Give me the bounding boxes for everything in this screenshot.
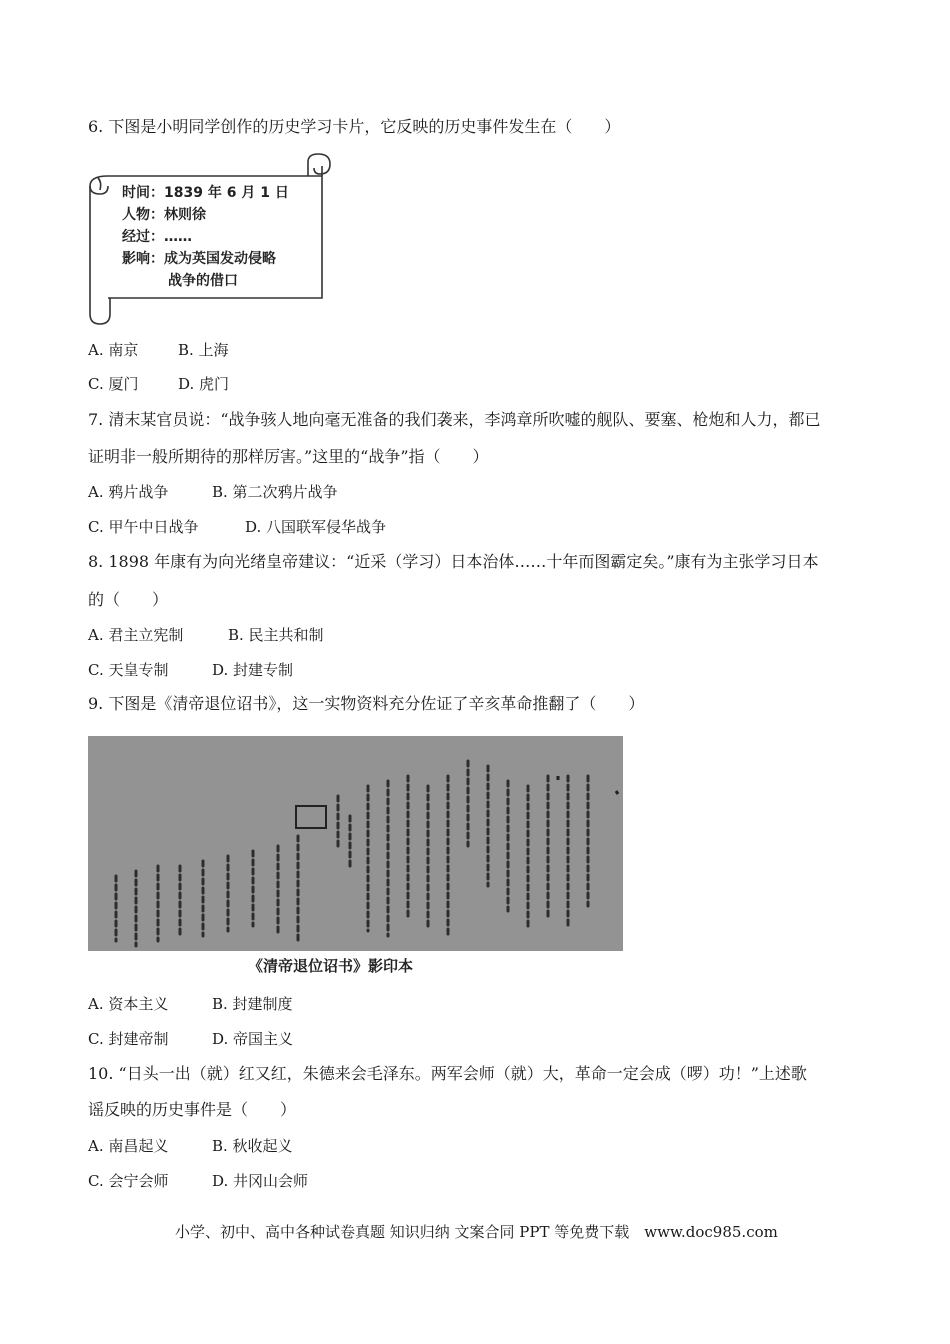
q6-option-c[interactable]: C. 厦门	[88, 375, 139, 393]
q10-option-b[interactable]: B. 秋收起义	[212, 1137, 293, 1155]
page-footer: 小学、初中、高中各种试卷真题 知识归纳 文案合同 PPT 等免费下载 www.doc985.com	[175, 1223, 778, 1241]
q10-stem-line1: 10. “日头一出（就）红又红，朱德来会毛泽东。两军会师（就）大，革命一定会成（啰）功！”上述歌	[88, 1064, 807, 1083]
q7-option-a[interactable]: A. 鸦片战争	[88, 483, 169, 501]
card-line-impact: 影响：成为英国发动侵略	[122, 251, 276, 267]
card-line-person: 人物：林则徐	[122, 207, 206, 223]
edict-caption: 《清帝退位诏书》影印本	[248, 957, 414, 975]
study-card-scroll	[86, 152, 332, 326]
q10-option-d[interactable]: D. 井冈山会师	[212, 1172, 309, 1190]
q8-option-a[interactable]: A. 君主立宪制	[88, 626, 184, 644]
q9-option-b[interactable]: B. 封建制度	[212, 995, 293, 1013]
q7-stem-line2: 证明非一般所期待的那样厉害。”这里的“战争”指（ ）	[88, 447, 489, 466]
q7-stem-line1: 7. 清末某官员说：“战争骇人地向毫无准备的我们袭来，李鸿章所吹嘘的舰队、要塞、枪炮和人力，都已	[88, 410, 821, 429]
q6-option-b[interactable]: B. 上海	[178, 341, 229, 359]
q6-option-d[interactable]: D. 虎门	[178, 375, 230, 393]
q10-stem-line2: 谣反映的历史事件是（ ）	[88, 1100, 297, 1119]
card-line-time: 时间：1839 年 6 月 1 日	[122, 185, 289, 201]
q6-stem: 6. 下图是小明同学创作的历史学习卡片，它反映的历史事件发生在（ ）	[88, 117, 621, 136]
q9-stem: 9. 下图是《清帝退位诏书》，这一实物资料充分佐证了辛亥革命推翻了（ ）	[88, 694, 645, 713]
q10-option-a[interactable]: A. 南昌起义	[88, 1137, 169, 1155]
card-line-impact-cont: 战争的借口	[168, 273, 238, 289]
q9-option-a[interactable]: A. 资本主义	[88, 995, 169, 1013]
q7-option-c[interactable]: C. 甲午中日战争	[88, 518, 199, 536]
q8-option-b[interactable]: B. 民主共和制	[228, 626, 324, 644]
edict-document-icon	[88, 736, 623, 951]
q8-stem-line2: 的（ ）	[88, 590, 169, 609]
q8-option-d[interactable]: D. 封建专制	[212, 661, 294, 679]
q9-option-d[interactable]: D. 帝国主义	[212, 1030, 294, 1048]
q10-option-c[interactable]: C. 会宁会师	[88, 1172, 169, 1190]
q7-option-b[interactable]: B. 第二次鸦片战争	[212, 483, 338, 501]
q7-option-d[interactable]: D. 八国联军侵华战争	[245, 518, 387, 536]
q8-stem-line1: 8. 1898 年康有为向光绪皇帝建议：“近采（学习）日本治体……十年而图霸定矣。”康有为主张学习日本	[88, 552, 819, 571]
abdication-edict-photo	[88, 736, 623, 951]
q8-option-c[interactable]: C. 天皇专制	[88, 661, 169, 679]
q6-option-a[interactable]: A. 南京	[88, 341, 139, 359]
card-line-process: 经过：……	[122, 229, 192, 245]
q9-option-c[interactable]: C. 封建帝制	[88, 1030, 169, 1048]
